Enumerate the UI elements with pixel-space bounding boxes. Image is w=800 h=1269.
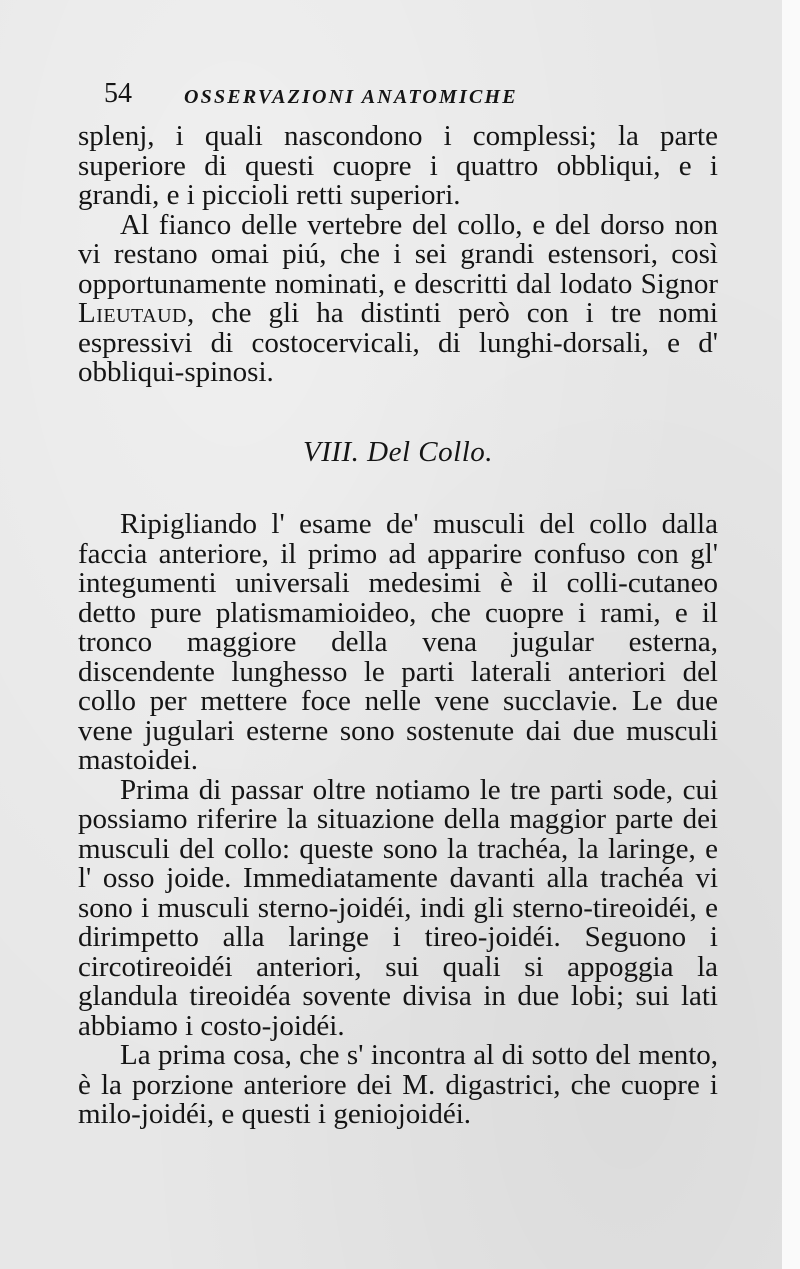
page-edge-margin xyxy=(782,0,800,1269)
paragraph-text-end: , che gli ha distinti però con i tre nomi espressivi di costocervicali, di lunghi-dorsali, e d' obbliqui-spinosi. xyxy=(78,297,718,388)
paragraph-text-start: Al fianco delle vertebre del collo, e del dorso non vi restano omai piú, che i sei grandi estensori, così opportunamente nominati, e descritti dal lodato Signor xyxy=(78,208,718,300)
paragraph-continuation: splenj, i quali nascondono i complessi; la parte superiore di questi cuopre i quattro obbliqui, e i grandi, e i piccioli retti superiori. xyxy=(78,120,718,211)
page-number: 54 xyxy=(104,78,132,109)
section-heading: VIII. Del Collo. xyxy=(302,435,493,468)
paragraph-extensors xyxy=(78,208,718,388)
page-body xyxy=(78,122,718,1130)
running-head: OSSERVAZIONI ANATOMICHE xyxy=(184,86,518,108)
author-name: Lieutaud xyxy=(78,297,187,329)
paragraph-digastrici: La prima cosa, che s' incontra al di sotto del mento, è la porzione anteriore dei M. digastrici, che cuopre i milo-joidéi, e questi i geniojoidéi. xyxy=(78,1039,718,1130)
paragraph-colli-cutaneo: Ripigliando l' esame de' musculi del collo dalla faccia anteriore, il primo ad apparire confuso con gl' integumenti universali medesimi è il colli-cutaneo detto pure platismamioideo, che cuopre i rami, e il tronco maggiore della vena jugular esterna, discendente lunghesso le parti laterali anteriori del collo per mettere foce nelle vene succlavie. Le due vene jugulari esterne sono sostenute dai due musculi mastoidei. xyxy=(78,508,718,776)
paragraph-parti-sode: Prima di passar oltre notiamo le tre parti sode, cui possiamo riferire la situazione della maggior parte dei musculi del collo: queste sono la trachéa, la laringe, e l' osso joide. Immediatamente davanti alla trachéa vi sono i musculi sterno-joidéi, indi gli sterno-tireoidéi, e dirimpetto alla laringe i tireo-joidéi. Seguono i circotireoidéi anteriori, sui quali si appoggia la glandula tireoidéa sovente divisa in due lobi; sui lati abbiamo i costo-joidéi. xyxy=(78,773,718,1042)
page-header xyxy=(104,72,664,116)
